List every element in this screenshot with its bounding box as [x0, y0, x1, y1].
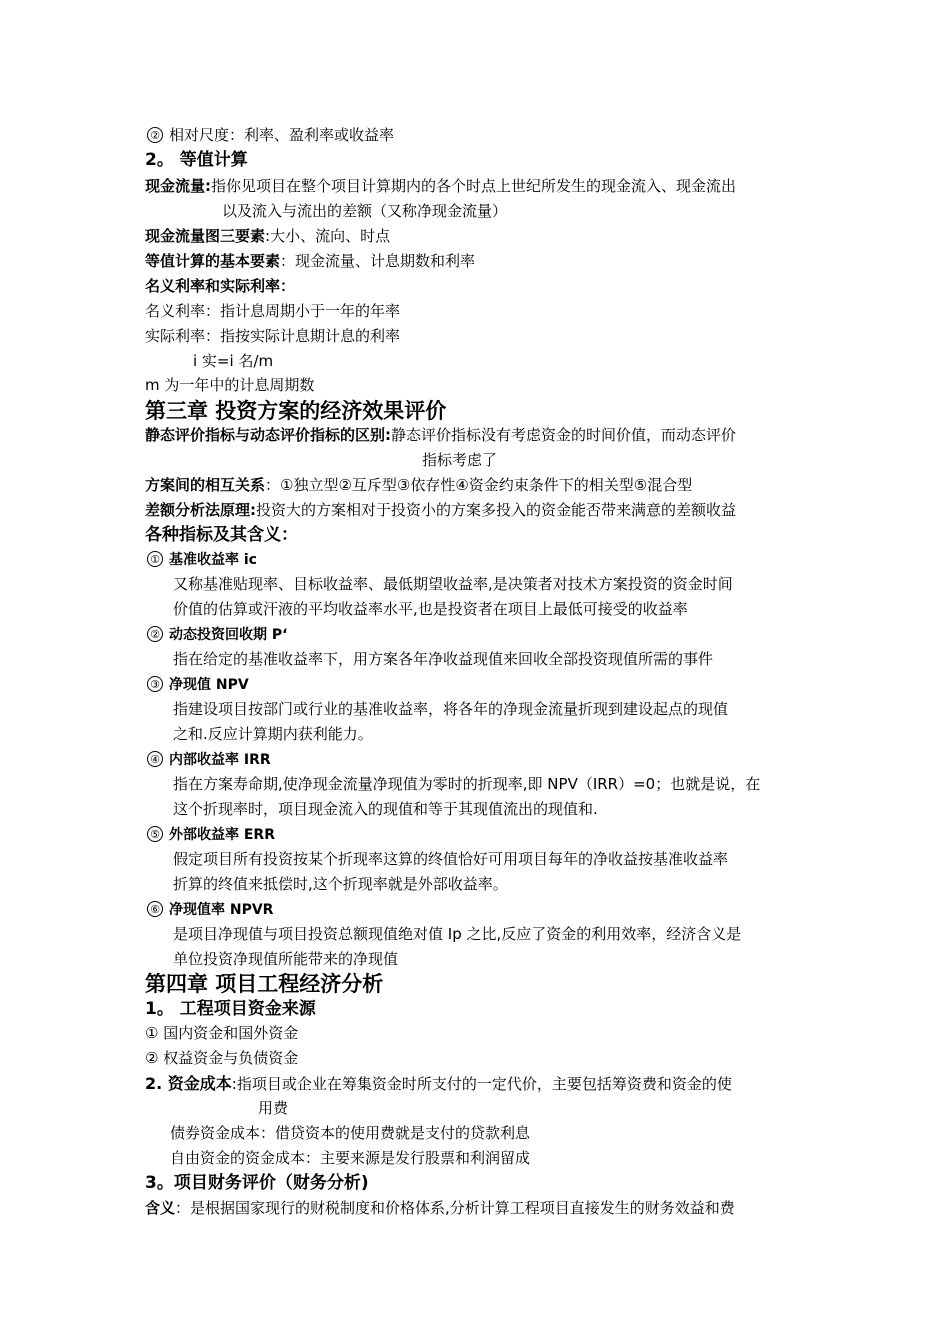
indicator-2-title: ② 动态投资回收期 P‘: [147, 624, 287, 646]
indicator-6-title: ⑥ 净现值率 NPVR: [147, 899, 273, 921]
indicator-6-desc-cont: 单位投资净现值所能带来的净现值: [173, 950, 399, 968]
indicator-4-desc-cont: 这个折现率时，项目现金流入的现值和等于其现值流出的现值和.: [173, 800, 598, 818]
heading-financial-evaluation: 3。项目财务评价（财务分析): [145, 1173, 369, 1193]
line-capital-cost: 2. 资金成本:指项目或企业在筹集资金时所支付的一定代价，主要包括筹资费和资金的使: [145, 1074, 732, 1093]
line-formula: i 实=i 名/m: [193, 352, 274, 370]
indicator-1-desc: 又称基准贴现率、目标收益率、最低期望收益率,是决策者对技术方案投资的资金时间: [173, 575, 733, 593]
line-static-dynamic: 静态评价指标与动态评价指标的区别:静态评价指标没有考虑资金的时间价值，而动态评价: [145, 426, 737, 444]
line-difference-analysis: 差额分析法原理:投资大的方案相对于投资小的方案多投入的资金能否带来满意的差额收益: [145, 501, 737, 519]
indicator-2-desc: 指在给定的基准收益率下，用方案各年净收益现值来回收全部投资现值所需的事件: [173, 650, 714, 668]
circled-number: ②: [147, 626, 163, 642]
heading-indicators: 各种指标及其含义：: [145, 525, 298, 545]
indicator-5-title: ⑤ 外部收益率 ERR: [147, 824, 275, 846]
heading-equivalent-calc: 2。 等值计算: [145, 150, 248, 170]
circled-number: ①: [147, 551, 163, 567]
circled-number: ⑥: [147, 901, 163, 917]
line-meaning: 含义：是根据国家现行的财税制度和价格体系,分析计算工程项目直接发生的财务效益和费: [145, 1199, 735, 1217]
line-equivalent-elements: 等值计算的基本要素：现金流量、计息期数和利率: [145, 252, 476, 270]
heading-funding-sources: 1。 工程项目资金来源: [145, 999, 316, 1019]
indicator-3-title: ③ 净现值 NPV: [147, 674, 249, 696]
circled-number: ④: [147, 751, 163, 767]
indicator-3-desc: 指建设项目按部门或行业的基准收益率，将各年的净现金流量折现到建设起点的现值: [173, 700, 729, 718]
line-static-dynamic-cont: 指标考虑了: [422, 451, 498, 469]
line-cash-flow-diagram: 现金流量图三要素:大小、流向、时点: [145, 227, 391, 245]
line-capital-cost-cont: 用费: [258, 1099, 289, 1117]
indicator-3-desc-cont: 之和.反应计算期内获利能力。: [173, 725, 373, 743]
line-equity-debt: ② 权益资金与负债资金: [145, 1049, 299, 1067]
chapter-3-title: 第三章 投资方案的经济效果评价: [145, 399, 447, 423]
line-nominal-real-heading: 名义利率和实际利率：: [145, 277, 296, 295]
circled-number: ②: [147, 127, 163, 143]
line-domestic-foreign: ① 国内资金和国外资金: [145, 1024, 299, 1042]
indicator-1-title: ① 基准收益率 ic: [147, 549, 257, 571]
line-cash-flow: 现金流量:指你见项目在整个项目计算期内的各个时点上世纪所发生的现金流入、现金流出: [145, 177, 737, 195]
indicator-4-title: ④ 内部收益率 IRR: [147, 749, 271, 771]
line-real-rate: 实际利率：指按实际计息期计息的利率: [145, 327, 401, 345]
circled-number: ③: [147, 676, 163, 692]
line-bond-cost: 债券资金成本：借贷资本的使用费就是支付的贷款利息: [170, 1124, 531, 1142]
indicator-6-desc: 是项目净现值与项目投资总额现值绝对值 Ip 之比,反应了资金的利用效率，经济含义是: [173, 925, 742, 943]
chapter-4-title: 第四章 项目工程经济分析: [145, 972, 384, 996]
line-relationships: 方案间的相互关系：①独立型②互斥型③依存性④资金约束条件下的相关型⑤混合型: [145, 476, 693, 494]
line-cash-flow-cont: 以及流入与流出的差额（又称净现金流量）: [222, 202, 508, 220]
indicator-1-desc-cont: 价值的估算或汗液的平均收益率水平,也是投资者在项目上最低可接受的收益率: [173, 600, 688, 618]
line-m-definition: m 为一年中的计息周期数: [145, 376, 315, 394]
line-own-capital-cost: 自由资金的资金成本：主要来源是发行股票和利润留成: [170, 1149, 531, 1167]
line-nominal-rate: 名义利率：指计息周期小于一年的年率: [145, 302, 401, 320]
indicator-5-desc: 假定项目所有投资按某个折现率这算的终值恰好可用项目每年的净收益按基准收益率: [173, 850, 729, 868]
circled-number: ⑤: [147, 826, 163, 842]
line-relative-measure: ② 相对尺度：利率、盈利率或收益率: [147, 124, 394, 146]
indicator-4-desc: 指在方案寿命期,使净现金流量净现值为零时的折现率,即 NPV（IRR）=0；也就是说，在: [173, 775, 761, 793]
indicator-5-desc-cont: 折算的终值来抵偿时,这个折现率就是外部收益率。: [173, 875, 508, 893]
